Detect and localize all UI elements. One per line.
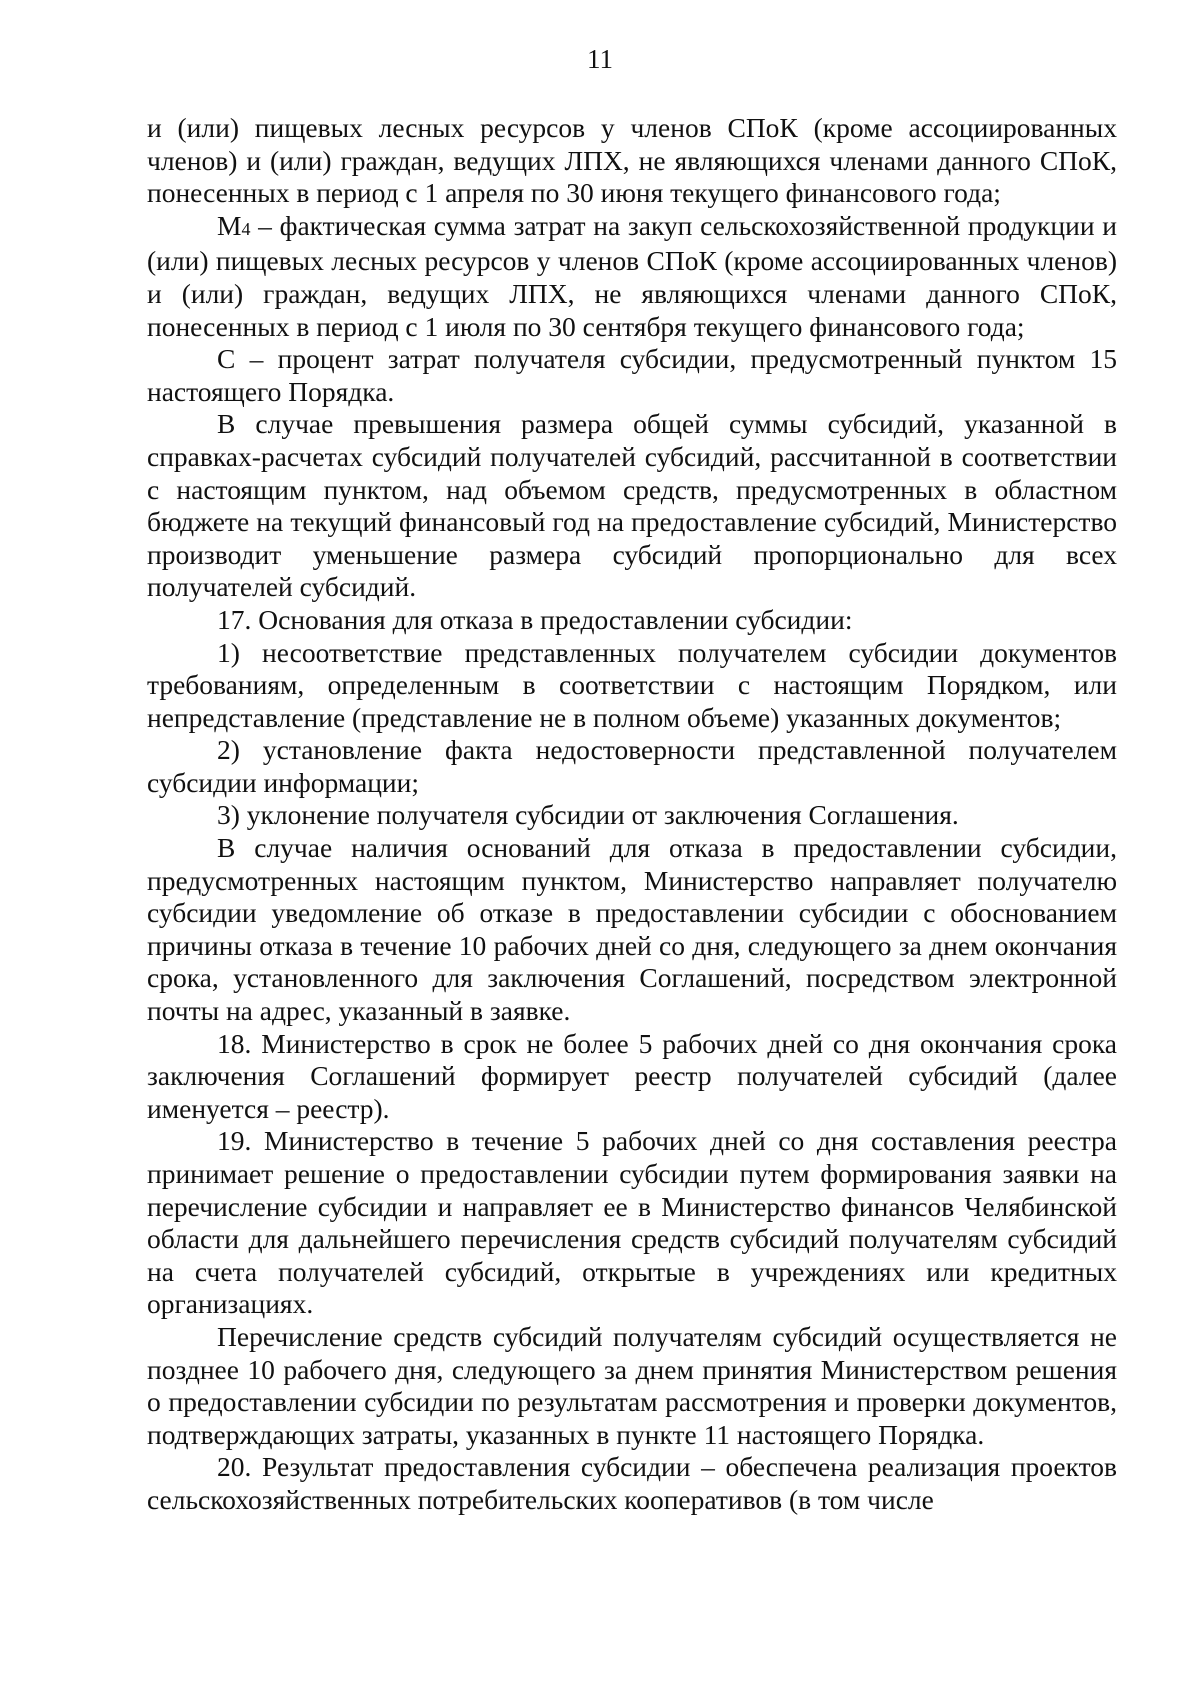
paragraph: 17. Основания для отказа в предоставлении субсидии: xyxy=(217,603,853,635)
page-number: 11 xyxy=(587,44,613,74)
paragraph: 19. Министерство в течение 5 рабочих дней со дня составления реестра принимает решение о предоставлении субсидии путем формирования заявки на перечисление субсидии и направляет ее в Министерство финансов Челябинской области для дальнейшего перечисления средств субсидий получателям субсидий на счета получателей субсидий, открытые в учреждениях или кредитных организациях. xyxy=(147,1125,1117,1320)
paragraph: 3) уклонение получателя субсидии от заключения Соглашения. xyxy=(217,799,959,831)
variable-subscript: 4 xyxy=(241,218,251,239)
paragraph: 2) установление факта недостоверности представленной получателем субсидии информации; xyxy=(147,734,1117,798)
variable-symbol: М xyxy=(217,209,242,241)
paragraph: В случае превышения размера общей суммы субсидий, указанной в справках-расчетах субсидий получателей субсидий, рассчитанной в соответствии с настоящим пунктом, над объемом средств, предусмотренных в областном бюджете на текущий финансовый год на предоставление субсидий, Министерство производит уменьшение размера субсидий пропорционально для всех получателей субсидий. xyxy=(147,408,1117,603)
document-body xyxy=(147,112,1117,1517)
paragraph: 1) несоответствие представленных получателем субсидии документов требованиям, определенным в соответствии с настоящим Порядком, или непредставление (представление не в полном объеме) указанных документов; xyxy=(147,636,1117,733)
paragraph-m4-definition xyxy=(147,210,1117,343)
paragraph: Перечисление средств субсидий получателям субсидий осуществляется не позднее 10 рабочего дня, следующего за днем принятия Министерством решения о предоставлении субсидии по результатам рассмотрения и проверки документов, подтверждающих затраты, указанных в пункте 11 настоящего Порядка. xyxy=(147,1320,1117,1450)
paragraph: В случае наличия оснований для отказа в предоставлении субсидии, предусмотренных настоящим пунктом, Министерство направляет получателю субсидии уведомление об отказе в предоставлении субсидии с обоснованием причины отказа в течение 10 рабочих дней со дня, следующего за днем окончания срока, установленного для заключения Соглашений, посредством электронной почты на адрес, указанный в заявке. xyxy=(147,832,1117,1027)
paragraph: и (или) пищевых лесных ресурсов у членов СПоК (кроме ассоциированных членов) и (или) граждан, ведущих ЛПХ, не являющихся членами данного СПоК, понесенных в период с 1 апреля по 30 июня текущего финансового года; xyxy=(147,112,1117,209)
paragraph: 18. Министерство в срок не более 5 рабочих дней со дня окончания срока заключения Соглашений формирует реестр получателей субсидий (далее именуется – реестр). xyxy=(147,1027,1117,1124)
paragraph: 20. Результат предоставления субсидии – обеспечена реализация проектов сельскохозяйственных потребительских кооперативов (в том числе xyxy=(147,1451,1117,1515)
paragraph-text: – фактическая сумма затрат на закуп сельскохозяйственной продукции и (или) пищевых лесных ресурсов у членов СПоК (кроме ассоциированных членов) и (или) граждан, ведущих ЛПХ, не являющихся членами данного СПоК, понесенных в период с 1 июля по 30 сентября текущего финансового года; xyxy=(147,209,1117,342)
paragraph: С – процент затрат получателя субсидии, предусмотренный пунктом 15 настоящего Порядка. xyxy=(147,343,1117,407)
